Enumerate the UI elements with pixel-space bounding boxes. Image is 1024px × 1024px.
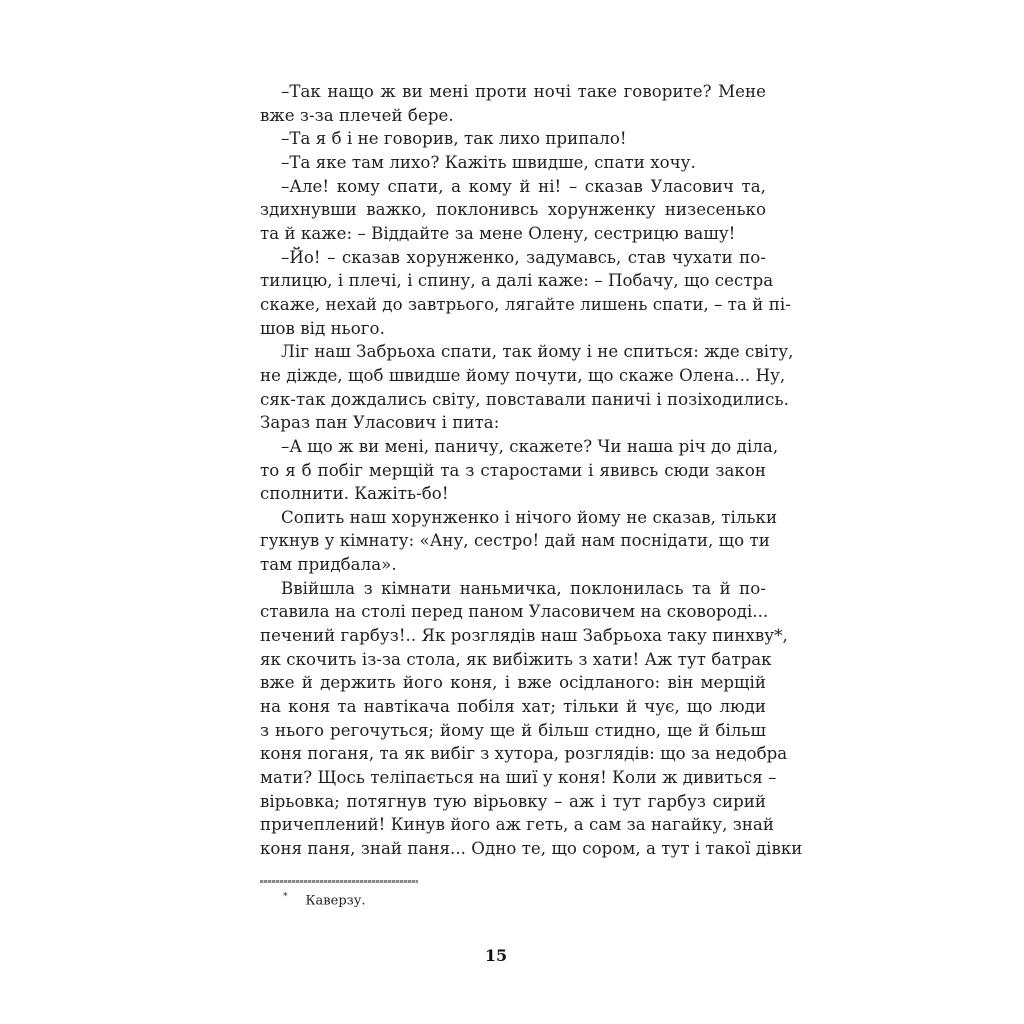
text-line: Сопить наш хорунженко і нічого йому не сказав, тільки	[281, 507, 778, 527]
text-line: вже й держить його коня, і вже осідланого: він мерщій	[260, 673, 766, 693]
text-line: –А що ж ви мені, паничу, скажете? Чи наша річ до діла,	[281, 436, 779, 456]
text-line: –Але! кому спати, а кому й ні! – сказав Уласович та,	[281, 176, 766, 196]
text-line: там придбала».	[260, 555, 397, 575]
text-line: то я б побіг мерщій та з старостами і явивсь сюди закон	[260, 460, 766, 480]
text-line: –Так нащо ж ви мені проти ночі таке говорите? Мене	[281, 82, 766, 101]
text-line: коня паня, знай паня... Одно те, що сором, а тут і такої дівки	[260, 839, 803, 858]
text-line: –Та яке там лихо? Кажіть швидше, спати хочу.	[281, 152, 696, 172]
page-body	[260, 80, 803, 861]
text-line: та й каже: – Віддайте за мене Олену, сестрицю вашу!	[260, 223, 736, 243]
text-line: коня поганя, та як вибіг з хутора, розглядів: що за недобра	[260, 744, 788, 764]
text-line: мати? Щось теліпається на шиї у коня! Коли ж дивиться –	[260, 768, 777, 788]
text-line: здихнувши важко, поклонивсь хорунженку низесенько	[260, 200, 766, 220]
text-line: шов від нього.	[260, 318, 385, 338]
text-line: гукнув у кімнату: «Ану, сестро! дай нам поснідати, що ти	[260, 531, 770, 551]
text-line: причеплений! Кинув його аж геть, а сам за нагайку, знай	[260, 815, 774, 835]
text-line: сяк-так дождались світу, повставали паничі і позіходились.	[260, 389, 789, 409]
text-line: з нього регочуться; йому ще й більш стидно, ще й більш	[260, 720, 766, 740]
text-line: ставила на столі перед паном Уласовичем на сковороді...	[260, 602, 769, 622]
text-line: на коня та навтікача побіля хат; тільки й чує, що люди	[260, 697, 766, 717]
text-line: Зараз пан Уласович і пита:	[260, 413, 500, 433]
text-line: не діжде, щоб швидше йому почути, що скаже Олена... Ну,	[260, 365, 786, 385]
text-line: сполнити. Кажіть-бо!	[260, 484, 449, 504]
page-number	[0, 946, 1024, 965]
text-line: –Йо! – сказав хорунженко, задумавсь, став чухати по-	[281, 247, 766, 267]
text-line: як скочить із-за стола, як вибіжить з хати! Аж тут батрак	[260, 649, 772, 669]
text-line: тилицю, і плечі, і спину, а далі каже: – Побачу, що сестра	[260, 271, 774, 291]
text-line: вірьовка; потягнув тую вірьовку – аж і тут гарбуз сирий	[260, 791, 766, 811]
footnote-divider	[260, 880, 418, 883]
page-number-text: 15	[484, 946, 508, 965]
text-line: вже з-за плечей бере.	[260, 105, 454, 125]
footnote	[283, 892, 366, 908]
footnote-mark: *	[283, 892, 288, 902]
text-line: печений гарбуз!.. Як розглядів наш Забрьоха таку пинхву*,	[260, 626, 788, 646]
text-line: –Та я б і не говорив, так лихо припало!	[281, 129, 627, 149]
text-line: Ліг наш Забрьоха спати, так йому і не спиться: жде світу,	[281, 342, 794, 362]
text-line: скаже, нехай до завтрього, лягайте лишень спати, – та й пі-	[260, 294, 791, 314]
footnote-text: Каверзу.	[305, 893, 366, 909]
text-line: Ввійшла з кімнати наньмичка, поклонилась та й по-	[281, 578, 766, 598]
